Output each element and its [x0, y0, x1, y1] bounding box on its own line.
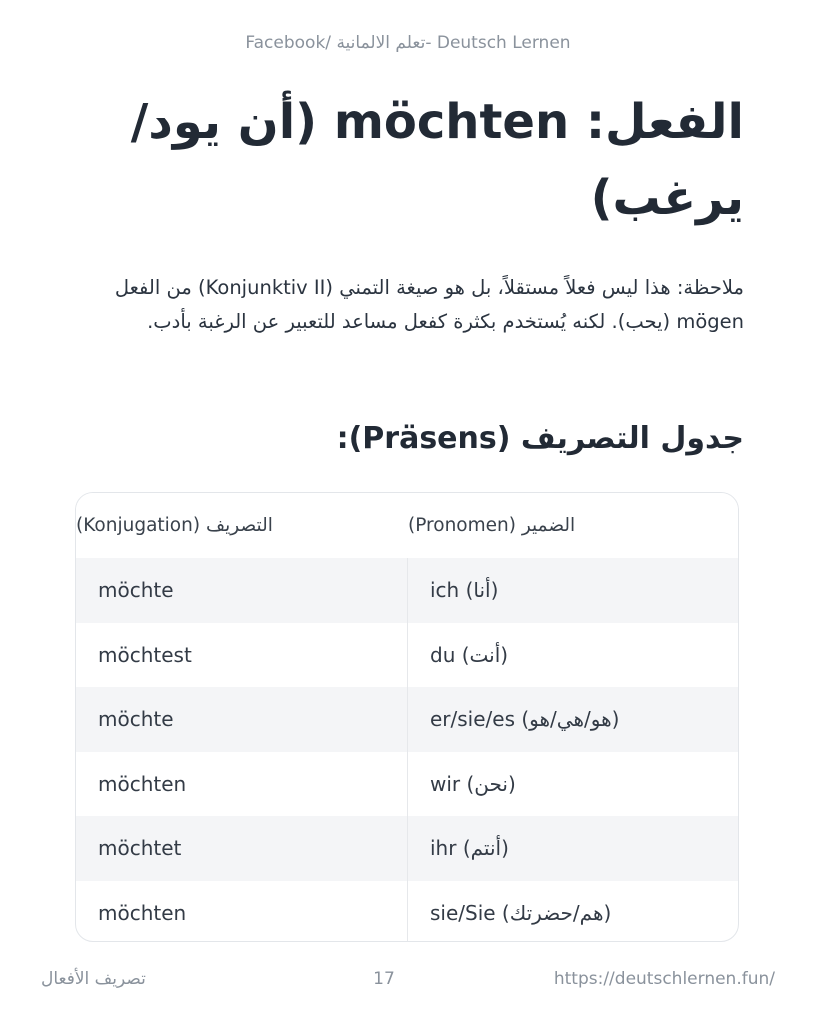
conjugation-cell: möchte	[76, 687, 408, 752]
header-pronoun: الضمير (Pronomen)	[408, 515, 576, 536]
header-source: Facebook/ تعلم الالمانية- Deutsch Lernen	[245, 33, 571, 53]
conjugation-cell: möchten	[76, 752, 408, 817]
pronoun-cell: ich (أنا)	[430, 578, 499, 603]
table-row	[76, 881, 738, 943]
conjugation-cell: möchtest	[76, 623, 408, 688]
pronoun-cell: du (أنت)	[430, 642, 509, 667]
table-row	[76, 752, 738, 817]
table-row	[76, 558, 738, 623]
footer-url[interactable]: https://deutschlernen.fun/	[553, 969, 775, 989]
table-header-row	[76, 493, 738, 558]
header-conjugation: التصريف (Konjugation)	[76, 515, 273, 536]
pronoun-cell: sie/Sie (هم/حضرتك)	[430, 900, 612, 925]
page-title: الفعل: möchten (أن يود/ يرغب)	[130, 94, 744, 226]
pronoun-cell: ihr (أنتم)	[430, 836, 509, 861]
table-row	[76, 623, 738, 688]
conjugation-cell: möchte	[76, 558, 408, 623]
footer-book-title: تصريف الأفعال	[41, 969, 146, 989]
table-row	[76, 687, 738, 752]
note-paragraph: ملاحظة: هذا ليس فعلاً مستقلاً، بل هو صيغة التمني (Konjunktiv II) من الفعل mögen (يحب). لكنه يُستخدم بكثرة كفعل مساعد للتعبير عن الرغبة بأدب.	[114, 276, 744, 333]
pronoun-cell: wir (نحن)	[430, 771, 516, 796]
table-row	[76, 816, 738, 881]
section-title: جدول التصريف (Präsens):	[336, 421, 744, 456]
pronoun-cell: er/sie/es (هو/هي/هو)	[430, 707, 620, 732]
footer-page-number: 17	[373, 969, 395, 989]
conjugation-cell: möchtet	[76, 816, 408, 881]
conjugation-cell: möchten	[76, 881, 408, 943]
conjugation-table	[75, 492, 739, 942]
